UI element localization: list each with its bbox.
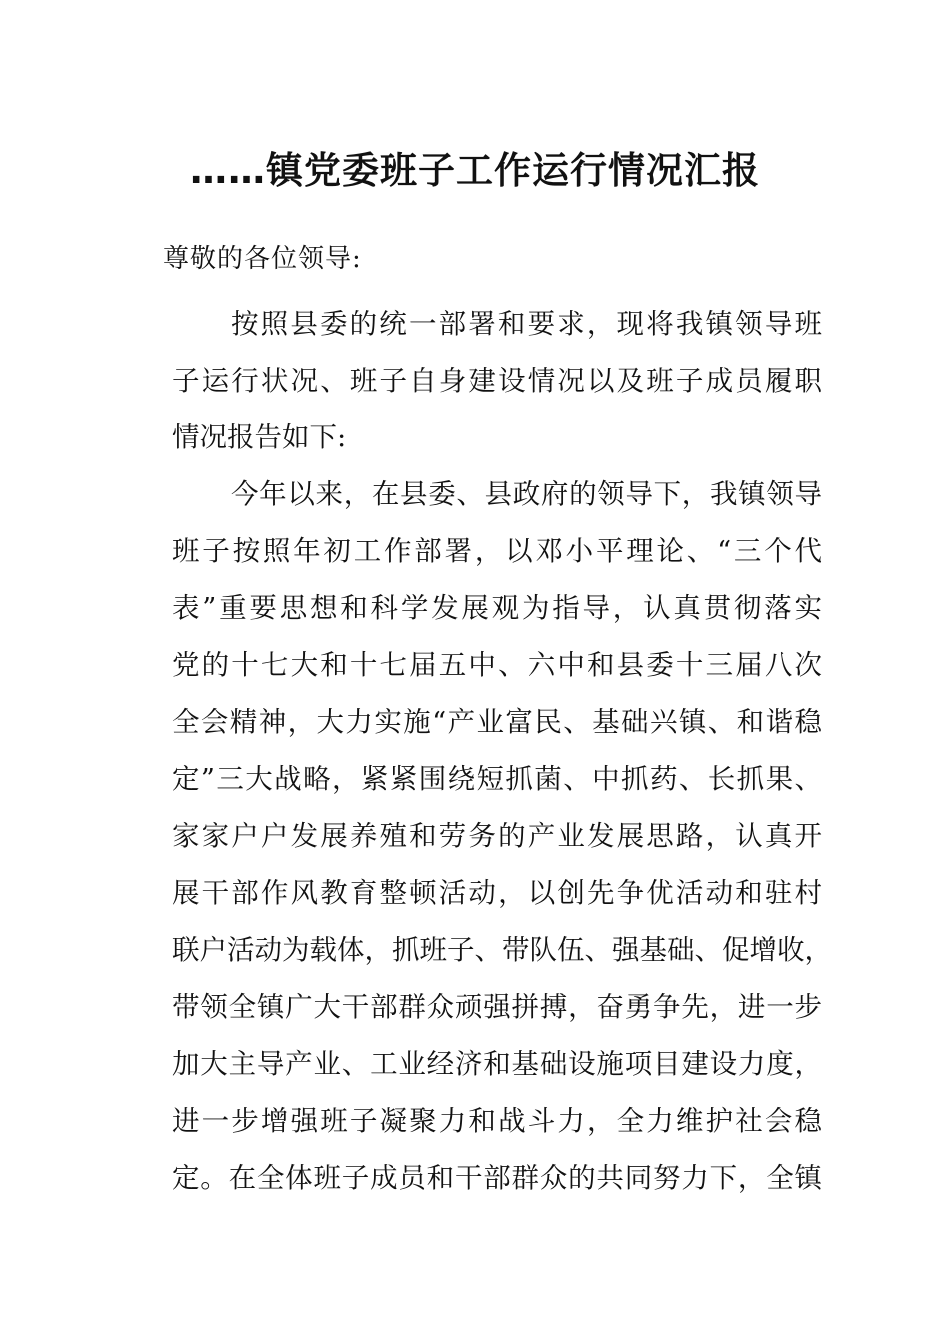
paragraph-2-line-3: 表”重要思想和科学发展观为指导，认真贯彻落实	[172, 592, 822, 624]
paragraph-2-line-9: 联户活动为载体，抓班子、带队伍、强基础、促增收，	[172, 934, 832, 966]
paragraph-2-line-12: 进一步增强班子凝聚力和战斗力，全力维护社会稳	[172, 1105, 822, 1137]
salutation: 尊敬的各位领导:	[163, 244, 362, 274]
paragraph-2-line-1: 今年以来，在县委、县政府的领导下，我镇领导	[231, 478, 822, 510]
paragraph-2-line-8: 展干部作风教育整顿活动，以创先争优活动和驻村	[172, 877, 822, 909]
paragraph-2-line-13: 定。在全体班子成员和干部群众的共同努力下，全镇	[172, 1162, 822, 1194]
paragraph-2-line-7: 家家户户发展养殖和劳务的产业发展思路，认真开	[172, 820, 822, 852]
paragraph-1-line-2: 子运行状况、班子自身建设情况以及班子成员履职	[172, 365, 822, 397]
paragraph-2-line-5: 全会精神，大力实施“产业富民、基础兴镇、和谐稳	[172, 706, 822, 738]
paragraph-2-line-2: 班子按照年初工作部署，以邓小平理论、“三个代	[172, 535, 822, 567]
paragraph-2-line-11: 加大主导产业、工业经济和基础设施项目建设力度，	[172, 1048, 822, 1080]
document-title: ……镇党委班子工作运行情况汇报	[190, 149, 760, 192]
paragraph-2-line-6: 定”三大战略，紧紧围绕短抓菌、中抓药、长抓果、	[172, 763, 822, 795]
paragraph-1-line-3: 情况报告如下:	[172, 421, 347, 453]
paragraph-2-line-4: 党的十七大和十七届五中、六中和县委十三届八次	[172, 649, 822, 681]
paragraph-1-line-1: 按照县委的统一部署和要求，现将我镇领导班	[231, 308, 822, 340]
paragraph-2-line-10: 带领全镇广大干部群众顽强拼搏，奋勇争先，进一步	[172, 991, 822, 1023]
